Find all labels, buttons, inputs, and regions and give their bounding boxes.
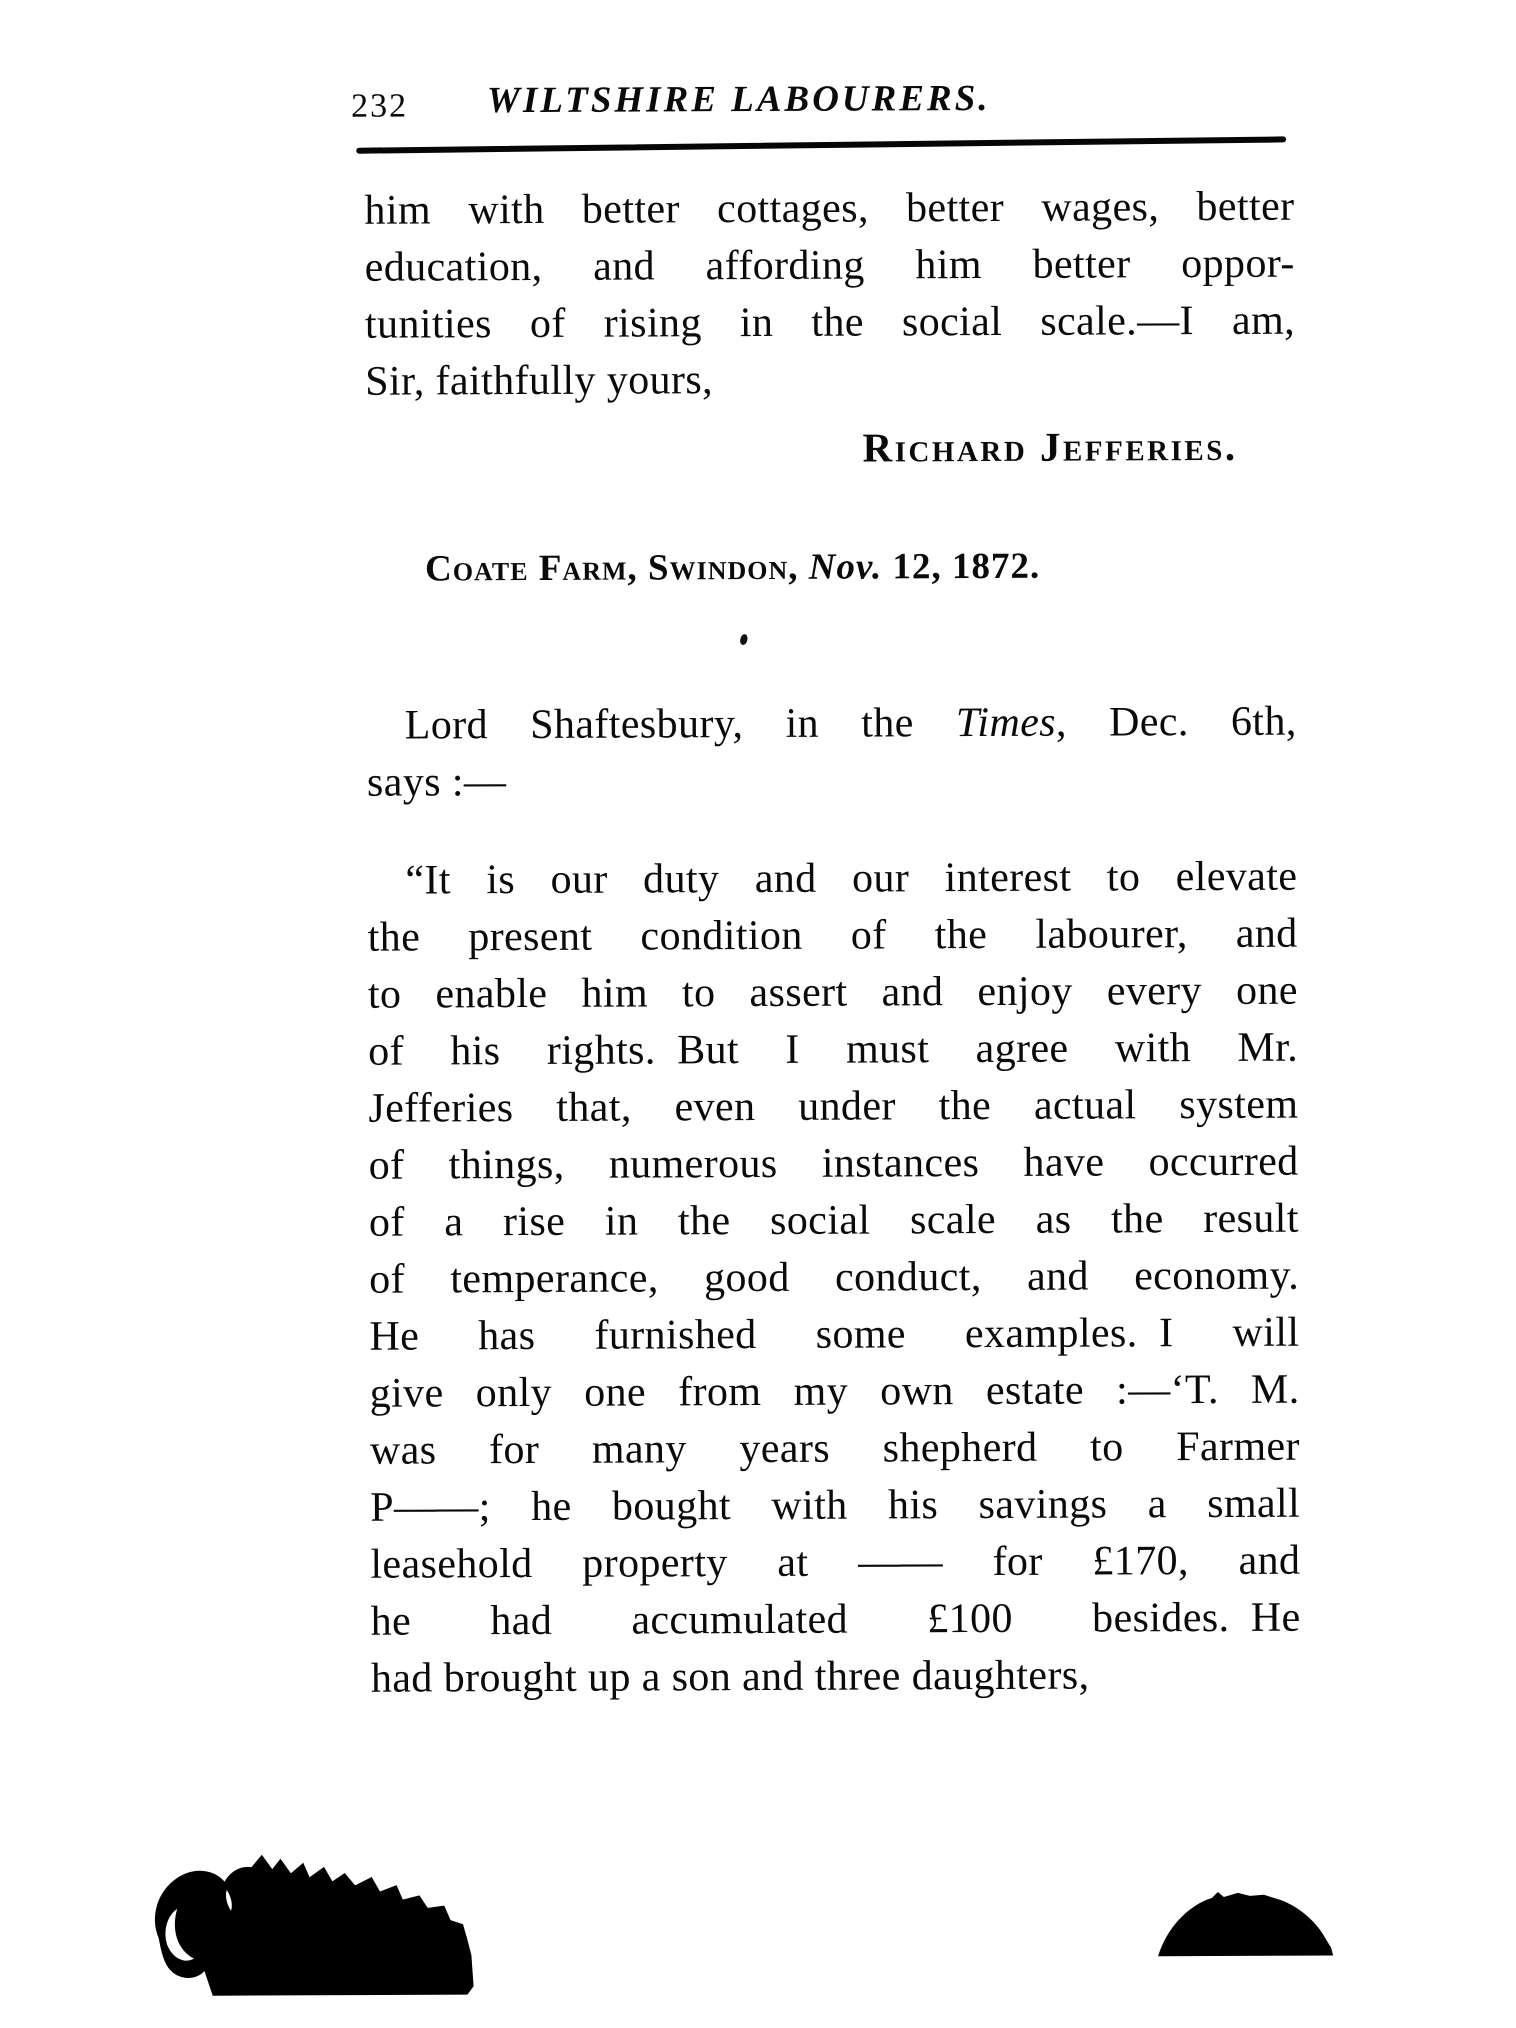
text-line: tunities of rising in the social scale.—I am, bbox=[364, 297, 1296, 348]
text-line: him with better cottages, better wages, better bbox=[364, 183, 1295, 234]
text-line: the present condition of the labourer, and bbox=[367, 910, 1298, 961]
text-line: of his rights. But I must agree with Mr. bbox=[368, 1024, 1299, 1075]
header-rule bbox=[356, 136, 1286, 153]
text-line: had brought up a son and three daughters, bbox=[370, 1652, 1090, 1702]
text-line: says :— bbox=[366, 759, 507, 806]
paragraph-letter-close bbox=[364, 179, 1295, 411]
text-line: of temperance, good conduct, and economy. bbox=[369, 1252, 1300, 1303]
running-title: WILTSHIRE LABOURERS. bbox=[486, 77, 991, 122]
text-line: give only one from my own estate :—‘T. M. bbox=[369, 1366, 1300, 1417]
dateline-month: Nov. bbox=[808, 546, 883, 588]
intro-times-italic: Times bbox=[955, 699, 1057, 747]
text-line: to enable him to assert and enjoy every one bbox=[367, 967, 1299, 1018]
intro-post: , Dec. 6th, bbox=[1055, 698, 1297, 746]
text-line: Jefferies that, even under the actual system bbox=[368, 1081, 1299, 1132]
paragraph-quote bbox=[367, 849, 1301, 1708]
dateline-rest: 12, 1872. bbox=[882, 545, 1041, 588]
text-line: leasehold property at —— for £170, and bbox=[370, 1537, 1301, 1588]
text-line: he had accumulated £100 besides. He bbox=[370, 1594, 1301, 1645]
signature-richard-jefferies: Richard Jefferies. bbox=[862, 422, 1238, 471]
ink-speckle bbox=[739, 633, 749, 646]
text-line: of a rise in the social scale as the result bbox=[368, 1195, 1299, 1246]
ink-blot-right bbox=[1154, 1889, 1338, 1960]
dateline-place: Coate Farm, Swindon, bbox=[424, 546, 809, 590]
paragraph-intro bbox=[367, 694, 1297, 812]
dateline bbox=[425, 545, 1040, 591]
intro-pre: Lord Shaftesbury, in the bbox=[404, 700, 957, 749]
text-line: Sir, faithfully yours, bbox=[365, 357, 714, 405]
text-line: He has furnished some examples. I will bbox=[369, 1309, 1300, 1360]
ink-blot-left bbox=[140, 1847, 493, 2007]
text-line: P——; he bought with his savings a small bbox=[370, 1480, 1301, 1531]
letter-close-lines bbox=[364, 179, 1295, 354]
quote-lines bbox=[367, 849, 1300, 1651]
text-line: education, and affording him better oppor- bbox=[364, 240, 1295, 291]
text-line bbox=[367, 694, 1297, 755]
text-line: was for many years shepherd to Farmer bbox=[369, 1423, 1300, 1474]
page-number: 232 bbox=[350, 87, 409, 125]
text-line: “It is our duty and our interest to elevate bbox=[405, 853, 1298, 904]
text-line: of things, numerous instances have occurred bbox=[368, 1138, 1299, 1189]
